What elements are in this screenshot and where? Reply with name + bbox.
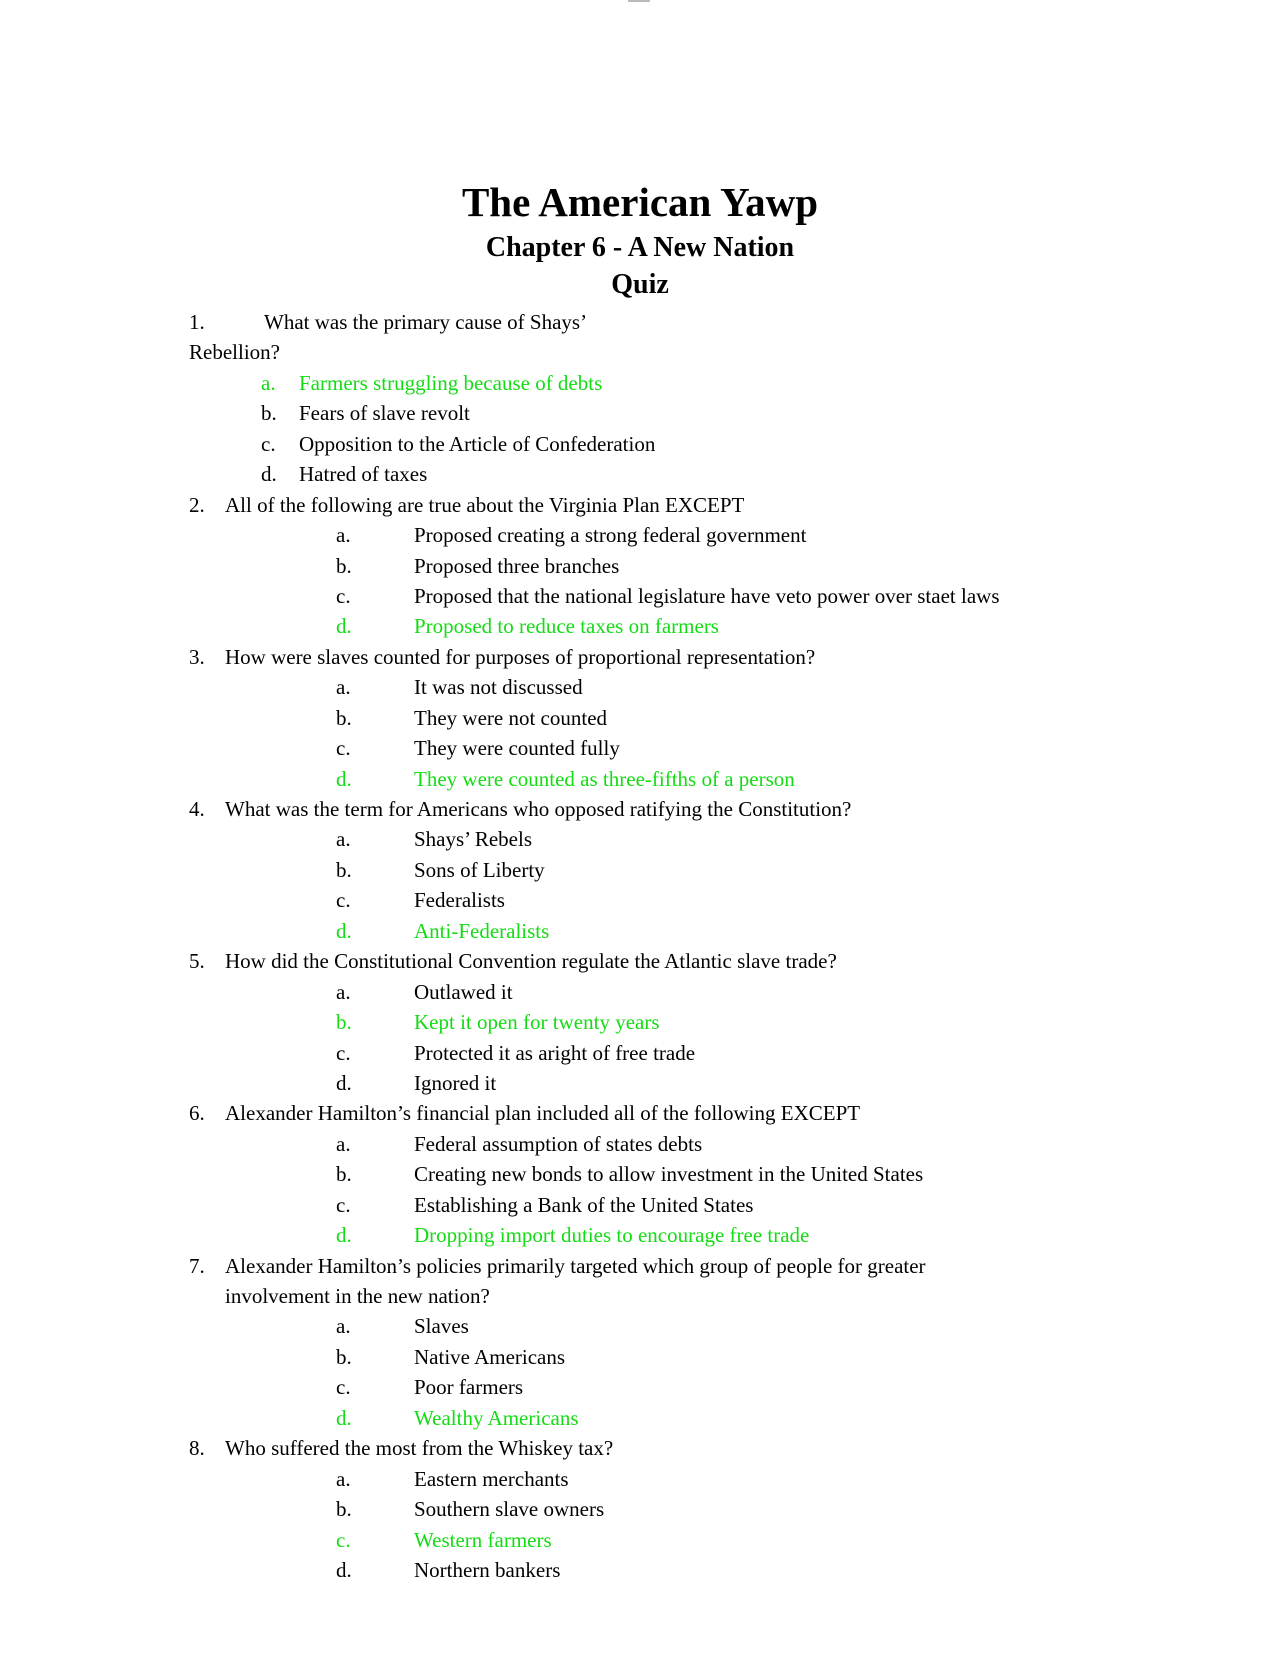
answer-option	[0, 1342, 1280, 1372]
question-number: 2.	[189, 492, 205, 517]
option-letter: b.	[336, 857, 352, 882]
question-text: Alexander Hamilton’s financial plan included all of the following EXCEPT	[225, 1101, 861, 1126]
question-number: 3.	[189, 644, 205, 669]
option-text: Ignored it	[414, 1070, 497, 1095]
option-letter: c.	[336, 1375, 351, 1400]
question-line	[0, 794, 1280, 824]
answer-option	[0, 1068, 1280, 1098]
option-text: Federalists	[414, 888, 505, 913]
chapter-subtitle: Chapter 6 - A New Nation	[485, 232, 795, 263]
quiz-body	[0, 307, 1280, 1585]
option-letter: a.	[336, 1131, 351, 1156]
option-text: Establishing a Bank of the United States	[414, 1192, 754, 1217]
question-text-continued: Rebellion?	[189, 340, 280, 365]
question-text: What was the term for Americans who opposed ratifying the Constitution?	[225, 797, 852, 821]
question-line	[0, 1251, 1280, 1281]
answer-option-correct	[0, 916, 1280, 946]
option-letter: c.	[336, 1192, 351, 1217]
question-number: 7.	[189, 1253, 205, 1278]
option-text: Slaves	[414, 1314, 469, 1339]
quiz-label: Quiz	[611, 269, 669, 300]
question-line	[0, 1098, 1280, 1128]
option-letter: a.	[336, 675, 351, 700]
option-text: Sons of Liberty	[414, 857, 545, 882]
answer-option	[0, 703, 1280, 733]
option-text: Opposition to the Article of Confederation	[299, 431, 656, 456]
answer-option	[0, 1311, 1280, 1341]
option-text: Anti-Federalists	[414, 918, 550, 943]
question-line-continued	[0, 1281, 1280, 1311]
question-line	[0, 307, 1280, 337]
answer-option-correct	[0, 1007, 1280, 1037]
question-text: Who suffered the most from the Whiskey tax?	[225, 1436, 614, 1461]
option-letter: d.	[336, 1557, 352, 1582]
option-text: Western farmers	[414, 1527, 552, 1552]
answer-option	[0, 977, 1280, 1007]
answer-option	[0, 1372, 1280, 1402]
option-text: Poor farmers	[414, 1375, 524, 1400]
answer-option	[0, 1464, 1280, 1494]
option-text: Eastern merchants	[414, 1466, 569, 1491]
option-letter: d.	[336, 614, 352, 639]
answer-option	[0, 1555, 1280, 1585]
option-letter: c.	[261, 431, 276, 456]
question-number: 4.	[189, 797, 205, 821]
option-letter: c.	[336, 1527, 351, 1552]
option-text: Hatred of taxes	[299, 462, 428, 487]
answer-option-correct	[0, 1525, 1280, 1555]
option-text: Federal assumption of states debts	[414, 1131, 703, 1156]
answer-option-correct	[0, 1220, 1280, 1250]
answer-option	[0, 855, 1280, 885]
answer-option	[0, 672, 1280, 702]
option-letter: a.	[336, 1314, 351, 1339]
option-letter: c.	[336, 583, 351, 608]
option-letter: b.	[336, 1344, 352, 1369]
answer-option	[0, 1494, 1280, 1524]
option-letter: c.	[336, 736, 351, 761]
option-letter: a.	[336, 827, 351, 852]
option-letter: d.	[336, 1405, 352, 1430]
option-letter: a.	[336, 1466, 351, 1491]
answer-option	[0, 824, 1280, 854]
option-text: Proposed three branches	[414, 553, 620, 578]
answer-option	[0, 1159, 1280, 1189]
question-text: How were slaves counted for purposes of proportional representation?	[225, 644, 816, 669]
answer-option-correct	[0, 368, 1280, 398]
question-number: 8.	[189, 1436, 205, 1461]
option-text: Wealthy Americans	[414, 1405, 579, 1430]
answer-option-correct	[0, 1403, 1280, 1433]
answer-option	[0, 1129, 1280, 1159]
option-text: It was not discussed	[414, 675, 583, 700]
option-text: They were not counted	[414, 705, 608, 730]
answer-option	[0, 1190, 1280, 1220]
option-text: Southern slave owners	[414, 1497, 605, 1522]
option-text: Creating new bonds to allow investment in the United States	[414, 1162, 924, 1187]
option-letter: c.	[336, 1040, 351, 1065]
option-text: Native Americans	[414, 1344, 566, 1369]
question-text: How did the Constitutional Convention regulate the Atlantic slave trade?	[225, 949, 837, 974]
option-text: Proposed that the national legislature have veto power over staet laws	[414, 583, 1000, 608]
option-letter: d.	[261, 462, 277, 487]
option-text: They were counted fully	[414, 736, 620, 761]
question-text: All of the following are true about the Virginia Plan EXCEPT	[225, 492, 745, 517]
answer-option	[0, 1038, 1280, 1068]
option-text: Proposed to reduce taxes on farmers	[414, 614, 719, 639]
answer-option-correct	[0, 764, 1280, 794]
option-letter: d.	[336, 918, 352, 943]
answer-option	[0, 551, 1280, 581]
option-letter: b.	[336, 1010, 352, 1035]
option-text: Kept it open for twenty years	[414, 1010, 660, 1035]
answer-option	[0, 429, 1280, 459]
question-text: What was the primary cause of Shays’	[264, 310, 588, 334]
option-letter: d.	[336, 1070, 352, 1095]
option-text: Outlawed it	[414, 979, 513, 1004]
option-letter: b.	[336, 705, 352, 730]
question-line	[0, 490, 1280, 520]
option-text: Fears of slave revolt	[299, 401, 470, 426]
option-letter: a.	[336, 979, 351, 1004]
option-letter: a.	[336, 523, 351, 548]
option-letter: b.	[336, 1497, 352, 1522]
option-text: They were counted as three-fifths of a person	[414, 766, 795, 791]
question-text-continued: involvement in the new nation?	[225, 1284, 490, 1308]
option-letter: b.	[336, 553, 352, 578]
option-letter: d.	[336, 766, 352, 791]
option-text: Dropping import duties to encourage free trade	[414, 1223, 810, 1248]
option-letter: d.	[336, 1223, 352, 1248]
question-line	[0, 1433, 1280, 1463]
option-text: Protected it as aright of free trade	[414, 1040, 696, 1065]
option-letter: c.	[336, 888, 351, 913]
answer-option	[0, 885, 1280, 915]
option-letter: a.	[261, 370, 276, 395]
question-line	[0, 642, 1280, 672]
header-mark	[628, 0, 650, 2]
question-number: 6.	[189, 1101, 205, 1126]
answer-option	[0, 520, 1280, 550]
option-letter: b.	[261, 401, 277, 426]
answer-option-correct	[0, 611, 1280, 641]
answer-option	[0, 581, 1280, 611]
option-text: Farmers struggling because of debts	[299, 370, 603, 395]
answer-option	[0, 398, 1280, 428]
question-number: 1.	[189, 310, 205, 334]
document-title: The American Yawp	[461, 179, 819, 225]
question-number: 5.	[189, 949, 205, 974]
answer-option	[0, 733, 1280, 763]
answer-option	[0, 459, 1280, 489]
question-text: Alexander Hamilton’s policies primarily targeted which group of people for greater	[225, 1253, 926, 1278]
option-text: Proposed creating a strong federal government	[414, 523, 807, 548]
option-text: Shays’ Rebels	[414, 827, 533, 852]
option-text: Northern bankers	[414, 1557, 561, 1582]
question-line-continued	[0, 337, 1280, 367]
option-letter: b.	[336, 1162, 352, 1187]
question-line	[0, 946, 1280, 976]
